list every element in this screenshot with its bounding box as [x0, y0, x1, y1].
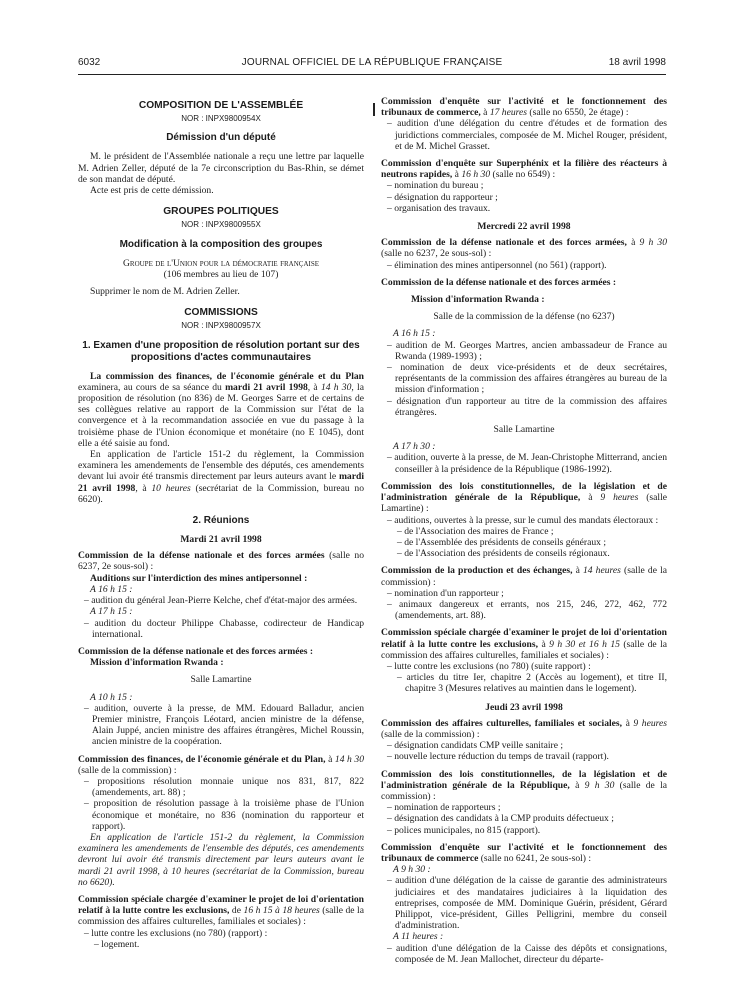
- section-title: COMPOSITION DE L'ASSEMBLÉE: [138, 100, 304, 111]
- list-item: – audition d'une délégation de la caisse de garantie des administrateurs judiciaires et des mandataires judiciaires à la liquidation des entreprises, composée de MM. Dominique Guérin, président, Gérard Philippot, vice-président, Gilles Pelligrini, membre du conseil d'administration.: [387, 875, 667, 932]
- agenda-list: [381, 943, 667, 965]
- running-header: [78, 57, 666, 73]
- day-heading: Mercredi 22 avril 1998: [477, 221, 571, 233]
- list-item: – désignation du rapporteur ;: [387, 191, 498, 203]
- section-subtitle: Modification à la composition des groupes: [119, 238, 323, 250]
- nor-reference: NOR : INPX9800954X: [181, 114, 261, 124]
- list-item: – audition, ouverte à la presse, de MM. Edouard Balladur, ancien Premier ministre, François Léotard, ancien ministre de la défense, Alain Juppé, ancien ministre des affaires étrangères, Michel Roussin, ancien ministre de la coopération.: [84, 702, 364, 748]
- agenda-list: [381, 661, 667, 695]
- list-item: – nouvelle lecture réduction du temps de travail (rapport).: [387, 751, 609, 763]
- right-column: [381, 96, 667, 965]
- section-subtitle: 1. Examen d'une proposition de résolution portant sur des propositions d'actes communautaires: [82, 339, 360, 363]
- list-item: – nomination de rapporteurs ;: [387, 802, 501, 814]
- agenda-list: [381, 180, 667, 214]
- list-item: – audition, ouverte à la presse, de M. Jean-Christophe Mitterrand, ancien conseiller à la présidence de la République (1986-1992).: [387, 452, 667, 475]
- meeting-heading: Commission de la production et des échanges, à 14 heures (salle de la commission) :: [381, 565, 668, 588]
- list-item: – nomination d'un rapporteur ;: [387, 587, 504, 599]
- group-members: (106 membres au lieu de 107): [163, 268, 279, 280]
- list-item: – nomination de deux vice-présidents et de deux secrétaires, représentants de la commission des affaires étrangères au bureau de la mission d'information ;: [387, 362, 667, 396]
- page-number: 6032: [78, 57, 101, 68]
- meeting-subject: Mission d'information Rwanda :: [411, 294, 545, 306]
- meeting-time: A 17 h 30 :: [393, 441, 436, 453]
- meeting-heading: Commission spéciale chargée d'examiner le projet de loi d'orientation relatif à la lutte contre les exclusions, à 9 h 30 et 16 h 15 (salle de la commission des affaires culturelles, familiales et sociales) :: [381, 627, 668, 661]
- agenda-list: [381, 452, 667, 474]
- meeting-time: A 10 h 15 :: [90, 691, 133, 703]
- paragraph: La commission des finances, de l'économie générale et du Plan examinera, au cours de sa séance du mardi 21 avril 1998, à 14 h 30, la proposition de résolution (no 836) de M. Georges Sarre et de certains de ses collègues relative au rapport de la Commission sur l'état de la convergence et à la recommandation associée en vue du passage à la troisième phase de l'Union économique et monétaire (no E 1045), dont elle a été saisie au fond.: [78, 370, 364, 449]
- section-subtitle: Démission d'un député: [166, 132, 276, 144]
- list-item: – audition d'une délégation de la Caisse des dépôts et consignations, composée de M. Jean Mallochet, directeur du départe-: [387, 942, 667, 965]
- agenda-list: [381, 515, 667, 560]
- list-item: – de l'Association des présidents de conseils régionaux.: [397, 548, 610, 560]
- meeting-room: Salle de la commission de la défense (no 6237): [433, 311, 615, 323]
- list-item: – audition du général Jean-Pierre Kelche, chef d'état-major des armées.: [84, 595, 358, 607]
- meeting-heading: Commission d'enquête sur l'activité et le fonctionnement des tribunaux de commerce, à 17 heures (salle no 6550, 2e étage) :: [381, 96, 667, 119]
- meeting-heading: Commission d'enquête sur l'activité et le fonctionnement des tribunaux de commerce (salle no 6241, 2e sous-sol) :: [381, 841, 667, 864]
- list-item: – élimination des mines antipersonnel (no 561) (rapport).: [387, 259, 607, 271]
- paragraph: Supprimer le nom de M. Adrien Zeller.: [90, 286, 240, 298]
- section-subtitle: 2. Réunions: [192, 515, 250, 527]
- meeting-heading: Commission de la défense nationale et des forces armées, à 9 h 30 (salle no 6237, 2e sous-sol) :: [381, 237, 668, 260]
- meeting-time: A 17 h 15 :: [90, 606, 133, 618]
- meeting-heading: Commission de la défense nationale et des forces armées :: [78, 645, 314, 657]
- meeting-subject: Mission d'information Rwanda :: [90, 657, 224, 669]
- list-item: – lutte contre les exclusions (no 780) (rapport) :: [84, 927, 268, 939]
- meeting-heading: Commission des affaires culturelles, familiales et sociales, à 9 heures (salle de la commission) :: [381, 717, 667, 740]
- meeting-time: A 9 h 30 :: [393, 864, 431, 876]
- left-column: [78, 96, 364, 950]
- header-rule: [78, 74, 666, 75]
- list-item: – logement.: [94, 938, 140, 950]
- meeting-heading: Commission de la défense nationale et des forces armées (salle no 6237, 2e sous-sol) :: [78, 550, 364, 573]
- day-heading: Jeudi 23 avril 1998: [485, 701, 563, 713]
- list-item: – de l'Assemblée des présidents de conseils généraux ;: [397, 536, 607, 548]
- agenda-list: [381, 340, 667, 418]
- day-heading: Mardi 21 avril 1998: [180, 534, 262, 546]
- meeting-subject: Auditions sur l'interdiction des mines antipersonnel :: [90, 572, 308, 584]
- list-item: – organisation des travaux.: [387, 202, 491, 214]
- agenda-list: [381, 740, 667, 762]
- list-item: – propositions résolution monnaie unique nos 831, 817, 822 (amendements, art. 88) ;: [84, 775, 364, 799]
- agenda-list: [78, 618, 364, 640]
- list-item: – audition du docteur Philippe Chabasse, codirecteur de Handicap international.: [84, 617, 364, 640]
- issue-date: 18 avril 1998: [608, 57, 666, 68]
- agenda-list: [381, 875, 667, 931]
- agenda-list: [381, 588, 667, 622]
- commission-name: La commission des finances, de l'économie générale et du Plan: [90, 370, 364, 382]
- agenda-list: [381, 802, 667, 836]
- meeting-heading: Commission des lois constitutionnelles, de la législation et de l'administration générale de la République, à 9 heures (salle Lamartine) :: [381, 480, 667, 515]
- list-item: – désignation d'un rapporteur au titre de la commission des affaires étrangères.: [387, 395, 667, 418]
- meeting-time: A 11 heures :: [393, 931, 444, 943]
- paragraph: Acte est pris de cette démission.: [90, 185, 214, 197]
- section-title: GROUPES POLITIQUES: [163, 206, 279, 218]
- meeting-heading: Commission d'enquête sur Superphénix et la filière des réacteurs à neutrons rapides, à 16 h 30 (salle no 6549) :: [381, 158, 667, 181]
- meeting-time: A 16 h 15 :: [393, 328, 436, 340]
- list-item: – audition de M. Georges Martres, ancien ambassadeur de France au Rwanda (1989-1993) ;: [387, 339, 667, 362]
- meeting-room: Salle Lamartine: [190, 674, 252, 686]
- nor-reference: NOR : INPX9800957X: [181, 321, 261, 331]
- list-item: – articles du titre Ier, chapitre 2 (Accès au logement), et titre II, chapitre 3 (Mesures relatives au maintien dans le logement).: [397, 672, 667, 695]
- journal-title: JOURNAL OFFICIEL DE LA RÉPUBLIQUE FRANÇAISE: [241, 57, 503, 68]
- list-item: – désignation candidats CMP veille sanitaire ;: [387, 740, 564, 752]
- meeting-heading: Commission spéciale chargée d'examiner le projet de loi d'orientation relatif à la lutte contre les exclusions, de 16 h 15 à 18 heures (salle de la commission des affaires culturelles, familiales et sociales) :: [78, 893, 364, 928]
- list-item: – polices municipales, no 815 (rapport).: [387, 824, 541, 836]
- list-item: – nomination du bureau ;: [387, 180, 484, 192]
- list-item: – proposition de résolution passage à la troisième phase de l'Union économique et monétaire, no 836 (nomination du rapporteur et rapport).: [84, 798, 364, 832]
- paragraph: M. le président de l'Assemblée nationale a reçu une lettre par laquelle M. Adrien Zeller, député de la 7e circonscription du Bas-Rhin, se démet de son mandat de député.: [78, 151, 364, 185]
- list-item: – de l'Association des maires de France ;: [397, 525, 554, 537]
- nor-reference: NOR : INPX9800955X: [181, 220, 261, 230]
- agenda-list: [78, 595, 364, 606]
- section-title: COMMISSIONS: [184, 307, 258, 319]
- list-item: – auditions, ouvertes à la presse, sur le cumul des mandats électoraux :: [387, 514, 659, 526]
- meeting-heading: Commission des lois constitutionnelles, de la législation et de l'administration générale de la République, à 9 h 30 (salle de la commission) :: [381, 768, 668, 802]
- list-item: – lutte contre les exclusions (no 780) (suite rapport) :: [387, 660, 591, 672]
- meeting-room: Salle Lamartine: [493, 424, 555, 436]
- meeting-heading: Commission de la défense nationale et des forces armées :: [381, 276, 617, 288]
- italic-note: En application de l'article 151-2 du règlement, la Commission examinera les amendements de l'ensemble des députés, ces amendements devront lui avoir été transmis directement par leurs auteurs avant le mardi 21 avril 1998, à 10 heures (secrétariat de la Commission, bureau no 6620).: [78, 831, 364, 888]
- paragraph: En application de l'article 151-2 du règlement, la Commission examinera les amendements de l'ensemble des députés, ces amendements devant lui avoir été transmis directement par leurs auteurs avant le mardi 21 avril 1998, à 10 heures (secrétariat de la Commission, bureau no 6620).: [78, 449, 364, 505]
- list-item: – animaux dangereux et errants, nos 215, 246, 272, 462, 772 (amendements, art. 88).: [387, 598, 667, 622]
- group-name: Groupe de l'Union pour la démocratie française: [122, 257, 320, 269]
- list-item: – désignation des candidats à la CMP produits défectueux ;: [387, 813, 614, 825]
- meeting-heading: Commission des finances, de l'économie générale et du Plan, à 14 h 30 (salle de la commission) :: [78, 753, 365, 776]
- agenda-list: [78, 703, 364, 748]
- agenda-list: [381, 260, 667, 271]
- meeting-time: A 16 h 15 :: [90, 583, 133, 595]
- agenda-list: [78, 776, 364, 832]
- list-item: – audition d'une délégation du centre d'études et de formation des juridictions commerciales, composée de M. Michel Rouger, président, et de M. Michel Grasset.: [387, 118, 667, 152]
- agenda-list: [381, 118, 667, 152]
- agenda-list: [78, 928, 364, 950]
- margin-bar: [373, 103, 375, 116]
